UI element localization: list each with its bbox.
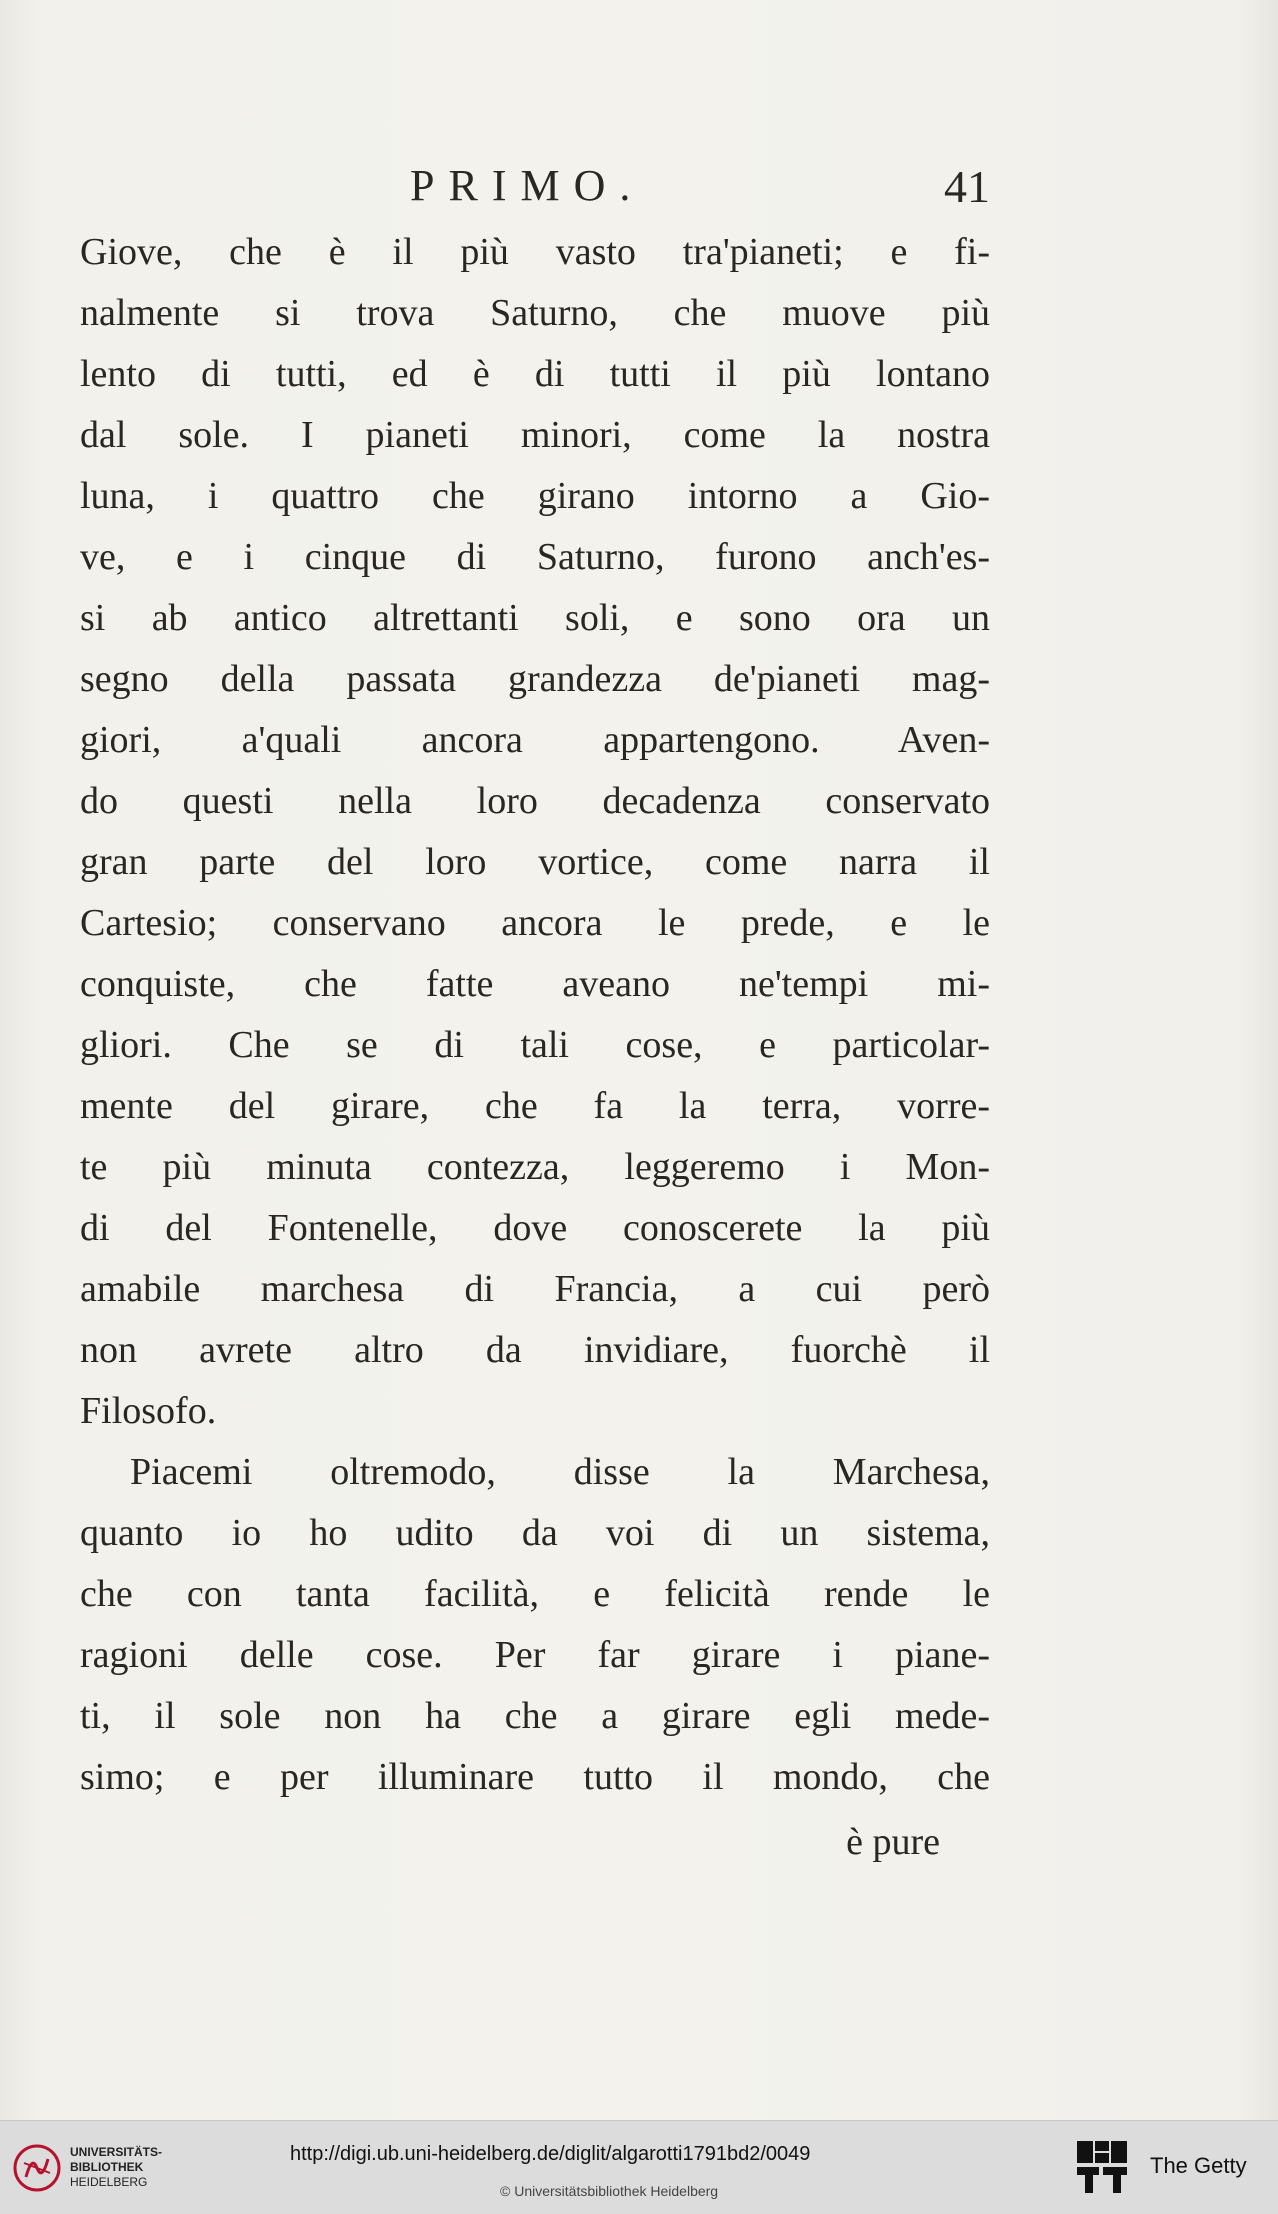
- text-line: dal sole. I pianeti minori, come la nostra: [80, 414, 990, 456]
- text-line: si ab antico altrettanti soli, e sono ora un: [80, 597, 990, 639]
- text-line: mente del girare, che fa la terra, vorre-: [80, 1085, 990, 1127]
- permalink-url[interactable]: http://digi.ub.uni-heidelberg.de/diglit/algarotti1791bd2/0049: [290, 2143, 811, 2165]
- text-line: lento di tutti, ed è di tutti il più lontano: [80, 353, 990, 395]
- text-line: Filosofo.: [80, 1390, 217, 1432]
- text-line: quanto io ho udito da voi di un sistema,: [80, 1512, 990, 1554]
- partner-name: The Getty: [1150, 2153, 1247, 2178]
- text-line: Giove, che è il più vasto tra'pianeti; e fi-: [80, 231, 990, 273]
- text-line: simo; e per illuminare tutto il mondo, che: [80, 1756, 990, 1798]
- text-line: te più minuta contezza, leggeremo i Mon-: [80, 1146, 990, 1188]
- text-line: nalmente si trova Saturno, che muove più: [80, 292, 990, 334]
- text-line: do questi nella loro decadenza conservato: [80, 780, 990, 822]
- text-line: amabile marchesa di Francia, a cui però: [80, 1268, 990, 1310]
- getty-logo-icon: [1075, 2139, 1129, 2195]
- text-line: gran parte del loro vortice, come narra il: [80, 841, 990, 883]
- copyright-notice: © Universitätsbibliothek Heidelberg: [500, 2183, 719, 2199]
- body-text: [80, 222, 990, 1808]
- text-line: Piacemi oltremodo, disse la Marchesa,: [130, 1451, 990, 1493]
- text-line: Cartesio; conservano ancora le prede, e le: [80, 902, 990, 944]
- footer-bar: [0, 2120, 1278, 2214]
- text-line: giori, a'quali ancora appartengono. Aven-: [80, 719, 990, 761]
- text-line: ti, il sole non ha che a girare egli mede-: [80, 1695, 990, 1737]
- university-name: [70, 2145, 162, 2190]
- text-line: non avrete altro da invidiare, fuorchè il: [80, 1329, 990, 1371]
- heidelberg-university-logo-icon: [12, 2143, 62, 2193]
- university-line: HEIDELBERG: [70, 2175, 148, 2189]
- text-line: segno della passata grandezza de'pianeti mag-: [80, 658, 990, 700]
- university-line: BIBLIOTHEK: [70, 2160, 144, 2174]
- page-header: [80, 160, 990, 220]
- catchword: è pure: [846, 1821, 940, 1863]
- university-line: UNIVERSITÄTS-: [70, 2145, 163, 2159]
- page-number: 41: [944, 161, 990, 212]
- text-line: che con tanta facilità, e felicità rende le: [80, 1573, 990, 1615]
- text-line: di del Fontenelle, dove conoscerete la più: [80, 1207, 990, 1249]
- running-head: PRIMO.: [410, 161, 645, 210]
- text-line: luna, i quattro che girano intorno a Gio-: [80, 475, 990, 517]
- text-line: ragioni delle cose. Per far girare i piane-: [80, 1634, 990, 1676]
- text-line: gliori. Che se di tali cose, e particolar-: [80, 1024, 990, 1066]
- text-line: ve, e i cinque di Saturno, furono anch'es-: [80, 536, 990, 578]
- text-line: conquiste, che fatte aveano ne'tempi mi-: [80, 963, 990, 1005]
